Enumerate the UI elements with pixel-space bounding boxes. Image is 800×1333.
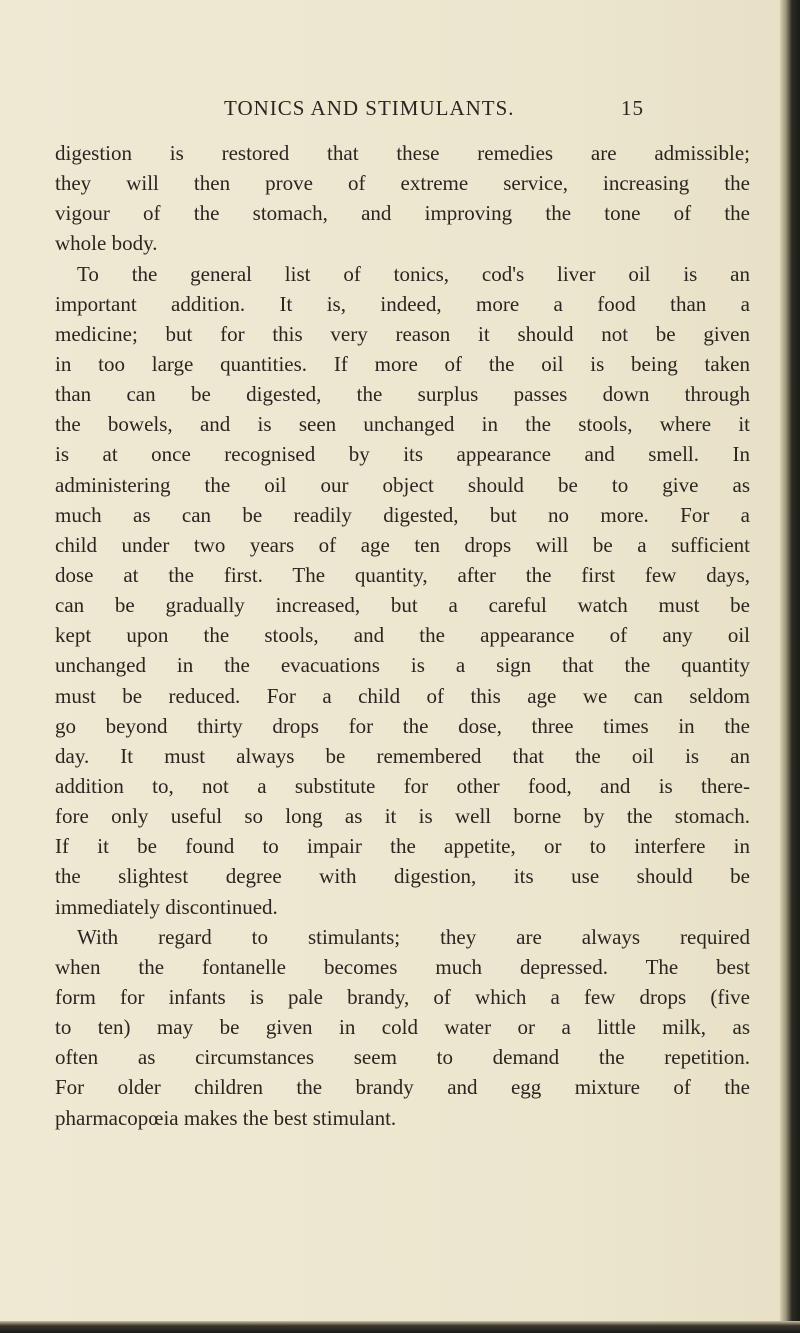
text-line: important addition. It is, indeed, more a food than a <box>55 291 750 316</box>
text-line: to ten) may be given in cold water or a little milk, as <box>55 1015 750 1040</box>
text-line: the bowels, and is seen unchanged in the stools, where it <box>55 412 750 437</box>
text-line: kept upon the stools, and the appearance of any oil <box>55 623 750 648</box>
text-line: vigour of the stomach, and improving the tone of the <box>55 201 750 226</box>
page-header <box>224 96 644 126</box>
text-line: when the fontanelle becomes much depressed. The best <box>55 954 750 979</box>
text-line: immediately discontinued. <box>55 894 278 919</box>
text-line: day. It must always be remembered that the oil is an <box>55 743 750 768</box>
page-bottom-edge <box>0 1321 800 1333</box>
text-line: form for infants is pale brandy, of which a few drops (five <box>55 984 750 1009</box>
text-line: they will then prove of extreme service, increasing the <box>55 171 750 196</box>
paragraph-start-line: To the general list of tonics, cod's liver oil is an <box>77 261 750 286</box>
text-line: much as can be readily digested, but no more. For a <box>55 502 750 527</box>
text-line: addition to, not a substitute for other food, and is there- <box>55 773 750 798</box>
text-line: often as circumstances seem to demand the repetition. <box>55 1045 750 1070</box>
text-line: administering the oil our object should be to give as <box>55 472 750 497</box>
text-line: the slightest degree with digestion, its use should be <box>55 864 750 889</box>
text-line: If it be found to impair the appetite, or to interfere in <box>55 834 750 859</box>
text-line: dose at the first. The quantity, after the first few days, <box>55 562 750 587</box>
text-line: digestion is restored that these remedies are admissible; <box>55 141 750 165</box>
running-title: TONICS AND STIMULANTS. <box>224 96 515 120</box>
text-line: unchanged in the evacuations is a sign that the quantity <box>55 653 750 678</box>
text-line: is at once recognised by its appearance and smell. In <box>55 442 750 467</box>
page-edge-shadow <box>780 0 800 1333</box>
text-line: can be gradually increased, but a careful watch must be <box>55 593 750 618</box>
paragraph-start-line: With regard to stimulants; they are always required <box>77 924 750 949</box>
text-line: child under two years of age ten drops will be a sufficient <box>55 532 750 557</box>
text-line: pharmacopœia makes the best stimulant. <box>55 1105 397 1130</box>
text-line: go beyond thirty drops for the dose, three times in the <box>55 713 750 738</box>
text-line: medicine; but for this very reason it should not be given <box>55 321 750 346</box>
body-text <box>55 138 750 1133</box>
text-line: whole body. <box>55 231 158 256</box>
text-line: than can be digested, the surplus passes down through <box>55 382 750 407</box>
text-line: fore only useful so long as it is well borne by the stomach. <box>55 804 750 829</box>
text-line: in too large quantities. If more of the oil is being taken <box>55 351 750 376</box>
text-line: must be reduced. For a child of this age we can seldom <box>55 683 750 708</box>
text-line: For older children the brandy and egg mixture of the <box>55 1075 750 1100</box>
page-number: 15 <box>621 96 644 120</box>
